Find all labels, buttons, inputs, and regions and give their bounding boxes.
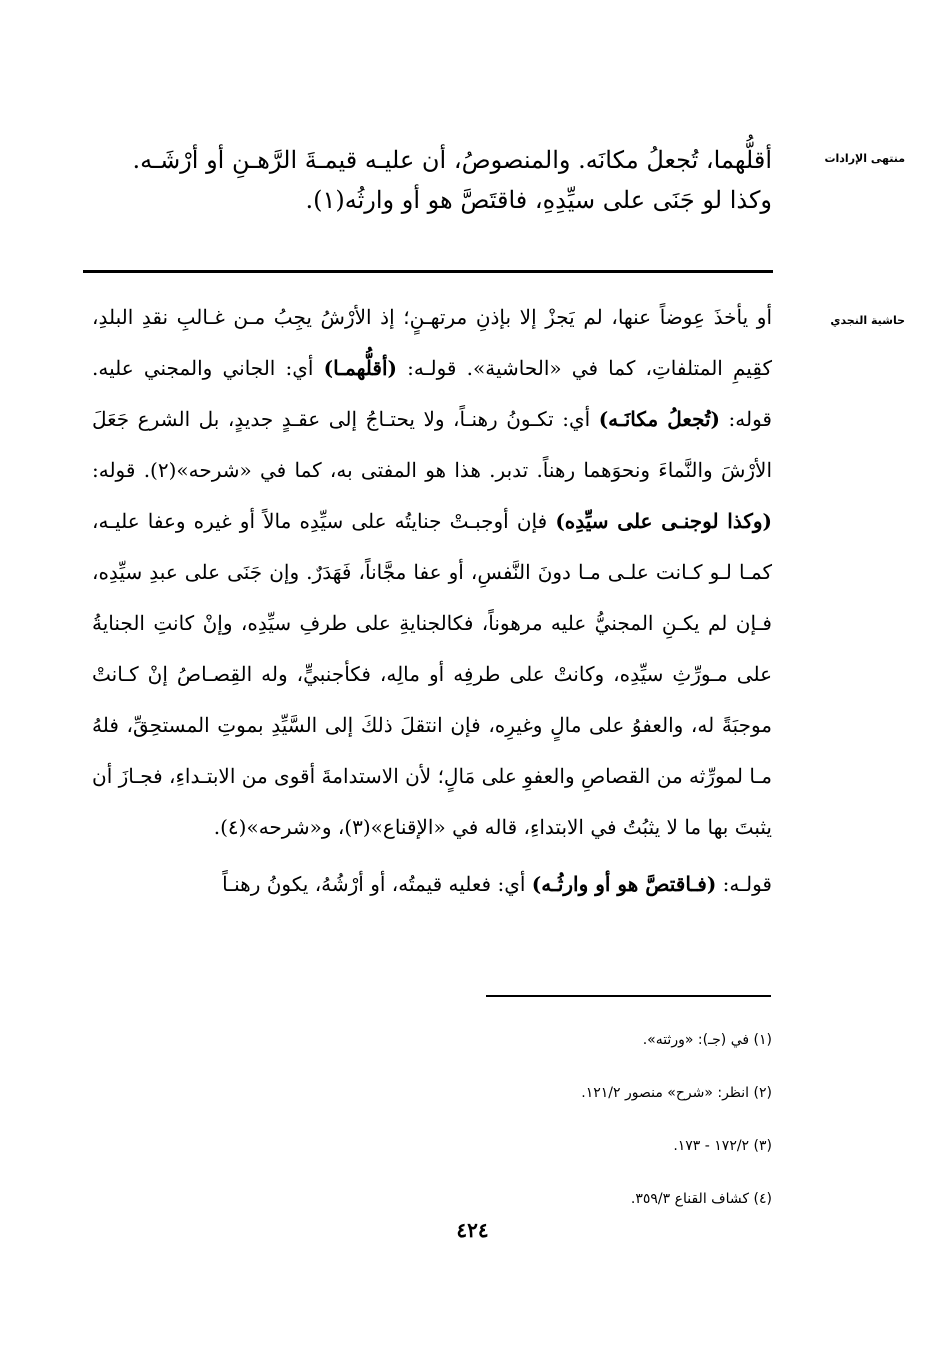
hashiya-paragraph <box>92 859 772 910</box>
main-divider <box>83 270 773 273</box>
commentary-text: أي: تكـونُ رهنـاً، ولا يحتـاجُ إلى عقـدٍ جديدٍ، بل الشرع جَعَلَ الأرْشَ والنَّماءَ ونحوَهما رهناً. تدبر. هذا هو المفتى به، كما في «شرحه»(٢). قوله: <box>92 407 772 482</box>
footnote: (٤) كشاف القناع ٣٥٩/٣. <box>630 1191 772 1207</box>
hashiya-text <box>92 292 772 910</box>
side-label-matn: منتهى الإرادات <box>824 152 905 165</box>
footnote: (٣) ١٧٢/٢ - ١٧٣. <box>673 1138 772 1154</box>
quoted-lemma: (أقلُّهمـا) <box>323 356 398 380</box>
matn-text <box>92 140 772 220</box>
commentary-text: أو يأخذَ عِوضاً عنها، لم يَجزْ إلا بإذنِ مرتهـنٍ؛ إذ الأرْشُ يجِبُ مـن غـالبِ نقدِ البلدِ، كقِيمِ المتلفاتِ، كما في «الحاشية». قولـه: <box>92 305 772 380</box>
footnotes <box>92 1014 772 1226</box>
page-number: ٤٢٤ <box>456 1218 489 1242</box>
hashiya-paragraph <box>92 292 772 853</box>
quoted-lemma: (فـاقتصَّ هو أو وارثُـه) <box>531 872 717 896</box>
quoted-lemma: (وكذا لوجنـى على سيِّدِه) <box>555 509 772 533</box>
commentary-text: أي: فعليه قيمتُه، أو أرْشُهُ، يكونُ رهنـاً <box>222 872 532 896</box>
matn-line: أقلُّهما، تُجعلُ مكانَه. والمنصوصُ، أن عليـه قيمـةَ الرَّهـنِ أو أرْشَـه. <box>132 146 772 174</box>
matn-line: وكذا لو جَنَى على سيِّدِهِ، فاقتَصَّ هو أو وارثُه(١). <box>305 186 772 214</box>
quoted-lemma: (تُجعلُ مكانَـه) <box>598 407 721 431</box>
commentary-text: قولـه: <box>716 872 772 896</box>
footnote: (١) في (جـ): «ورثته». <box>642 1032 772 1048</box>
footnote: (٢) انظر: «شرح» منصور ١٢١/٢. <box>581 1085 772 1101</box>
commentary-text: فإن أوجبـتْ جنايتُه على سيِّدِه مالاً أو غيره وعفا عليـه، كمـا لـو كـانت علـى مـا دونَ النَّفسِ، أو عفا مجَّاناً، فَهَدَرٌ. وإن جَنَى على عبدِ سيِّدِه، فـإن لم يكـنِ المجنيُّ عليه مرهوناً، فكالجنايةِ على طرفِ سيِّدِه، وإنْ كانتِ الجنايةُ على مـورِّثِ سيِّدِه، وكانتْ على طرفِه أو مالِه، فكأجنبيٍّ، وله القِصـاصُ إنْ كـانتْ موجبَةً له، والعفوُ على مالٍ وغيرِه، فإن انتقلَ ذلكَ إلى السَّيِّدِ بموتِ المستحِقِّ، فلهُ مـا لمورِّثه من القصاصِ والعفوِ على مَالٍ؛ لأن الاستدامةَ أقوى من الابتـداءِ، فجـازَ أن يثبتَ بها ما لا يثبُتُ في الابتداءِ، قاله في «الإقناع»(٣)، و«شرحه»(٤). <box>92 509 772 839</box>
side-label-hashiya: حاشية النجدي <box>830 314 905 327</box>
footnote-divider <box>486 995 771 997</box>
commentary-text: أي: الجاني والمجني عليه. قوله: <box>92 356 772 431</box>
